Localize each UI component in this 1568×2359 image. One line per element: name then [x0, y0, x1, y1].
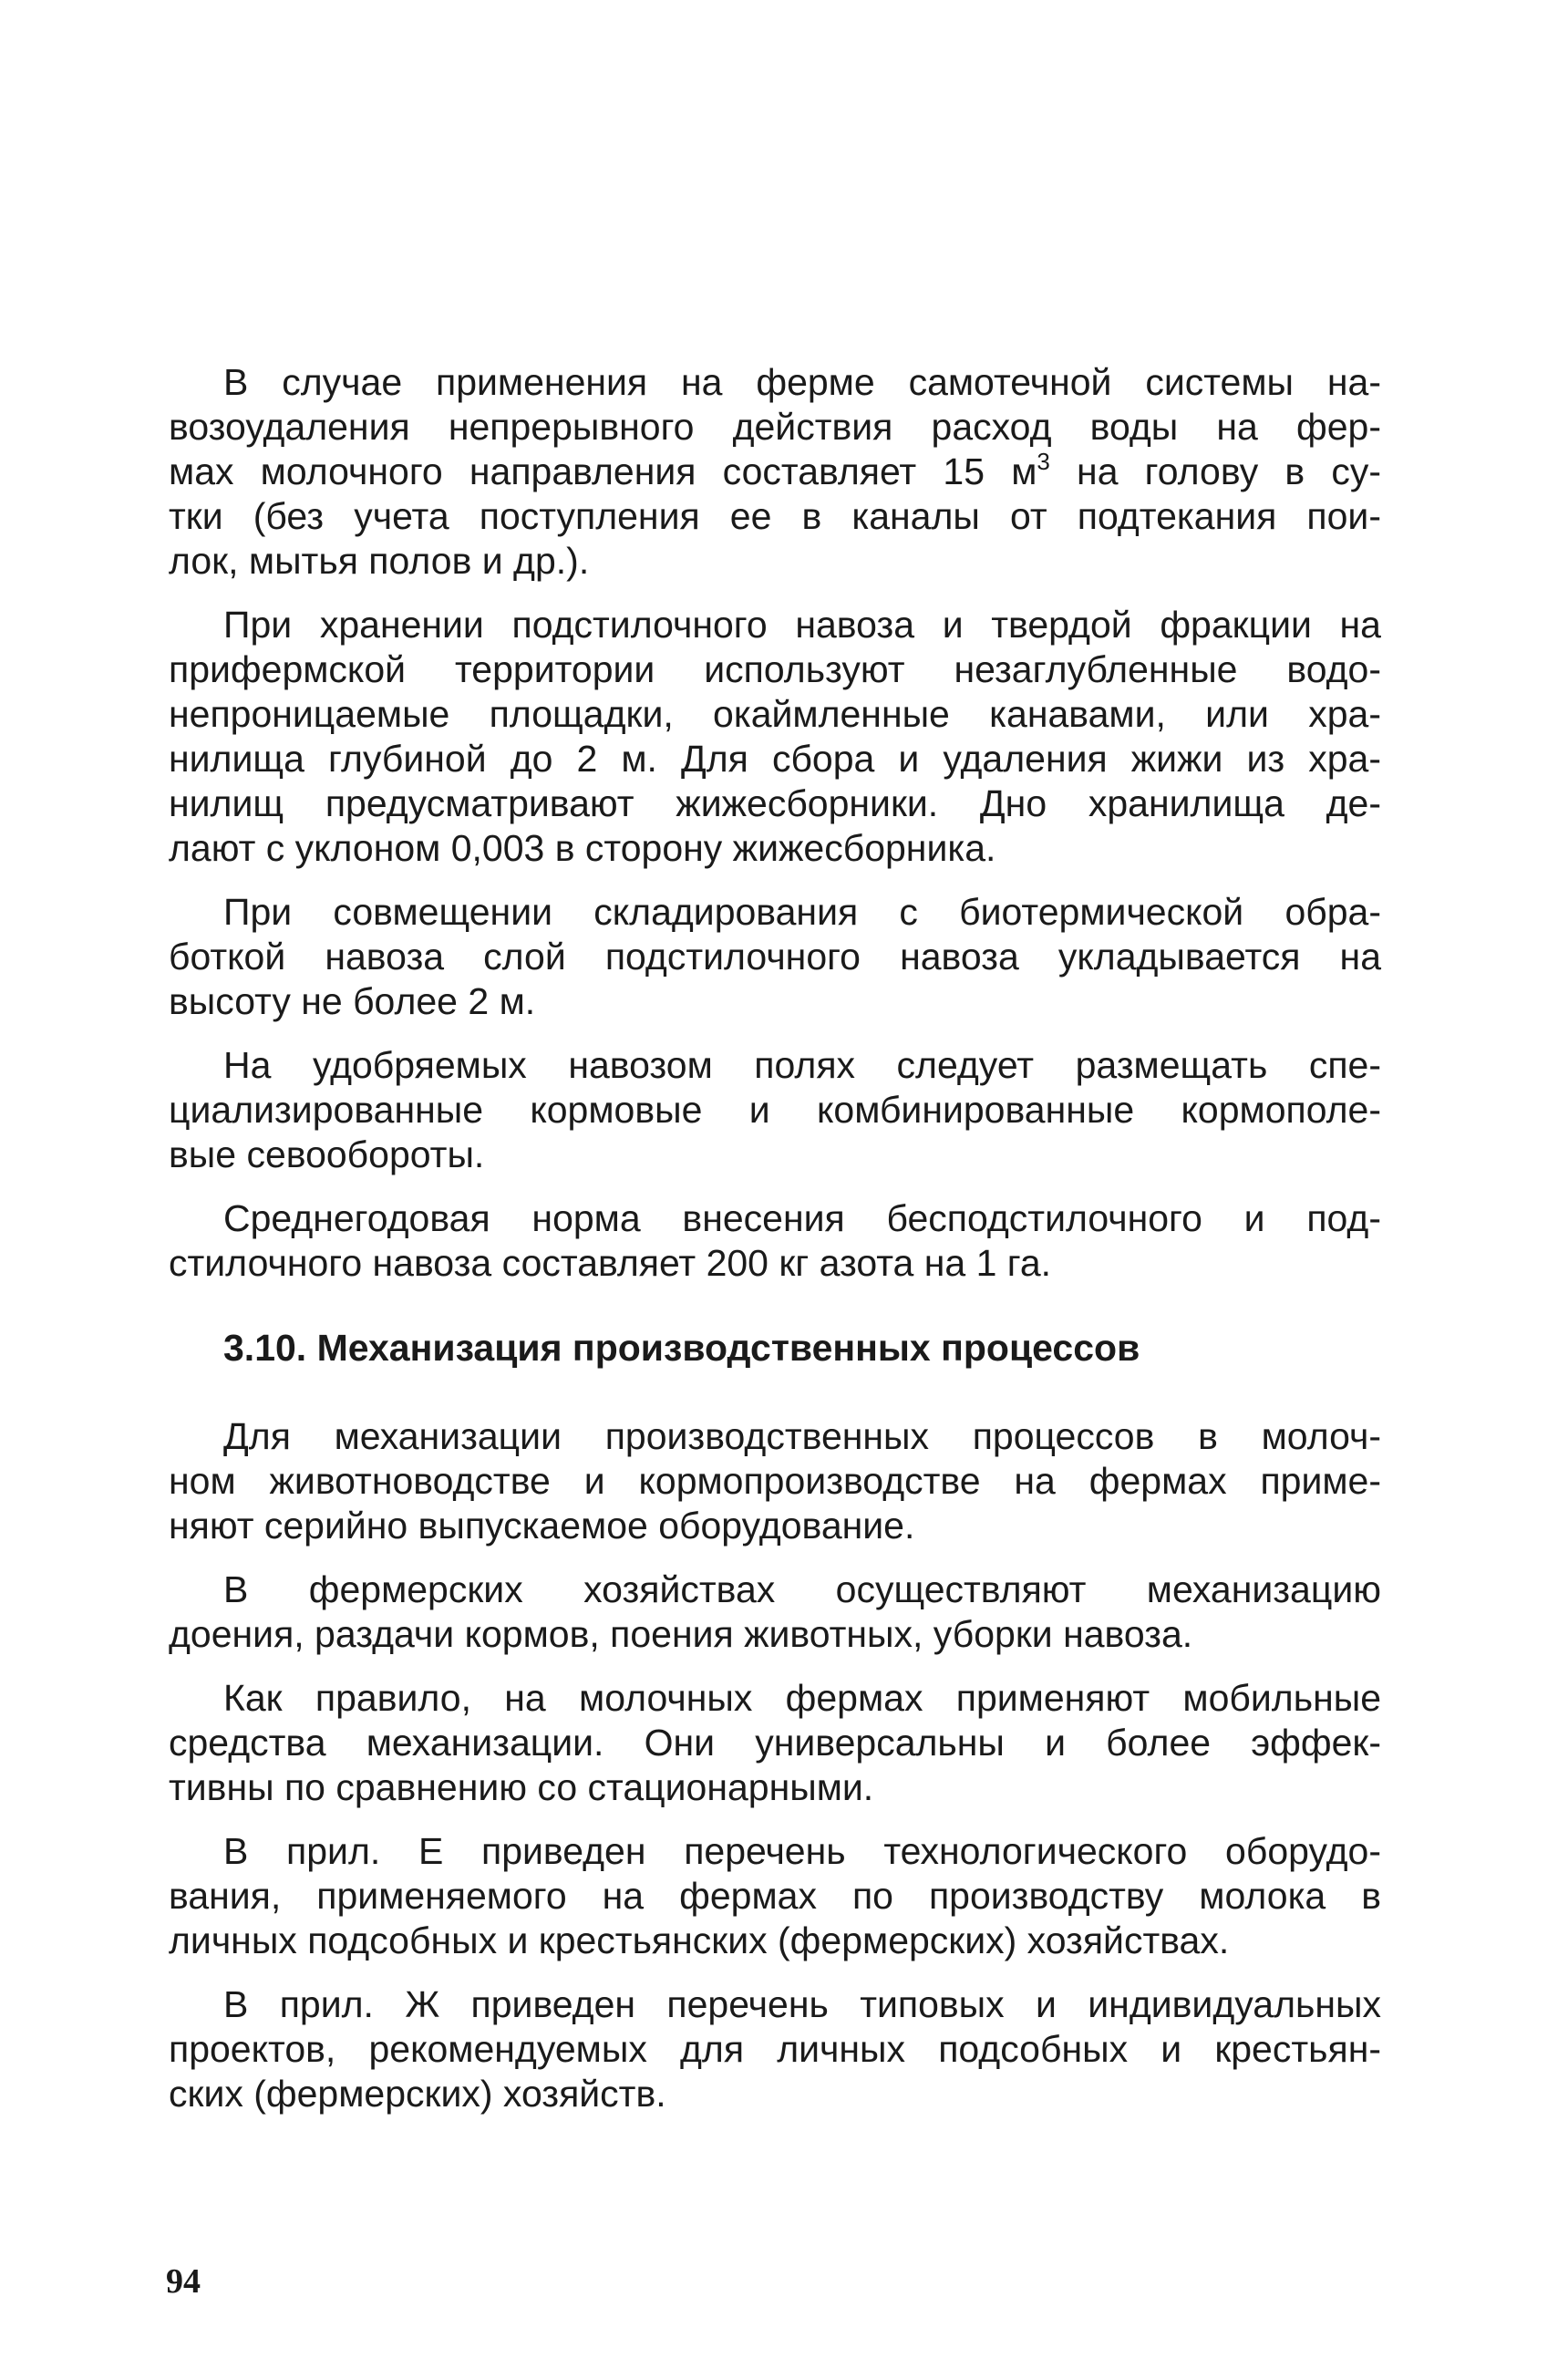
paragraph	[169, 1676, 1381, 1810]
text-line-content: няют серийно выпускаемое оборудование.	[169, 1505, 915, 1547]
text-line	[169, 826, 1381, 871]
text-line-content: ских (фермерских) хозяйств.	[169, 2073, 666, 2115]
text-line	[169, 1196, 1381, 1241]
text-line-content: непроницаемые площадки, окаймленные канавами, или хра-	[169, 693, 1381, 735]
text-line-content: тивны по сравнению со стационарными.	[169, 1766, 874, 1808]
text-line-tail: на голову в су-	[1049, 450, 1382, 492]
text-line	[169, 1765, 1381, 1810]
text-line	[169, 1133, 1381, 1177]
page-number: 94	[166, 2262, 201, 2301]
text-line	[169, 1414, 1381, 1459]
text-line	[169, 2072, 1381, 2116]
text-line	[169, 890, 1381, 935]
paragraph	[169, 1567, 1381, 1657]
text-line-content: стилочного навоза составляет 200 кг азота на 1 га.	[169, 1242, 1052, 1284]
text-line	[169, 494, 1381, 539]
text-line-content: вые севообороты.	[169, 1133, 485, 1175]
text-line	[169, 1676, 1381, 1721]
text-line	[169, 1612, 1381, 1657]
text-line-content: Среднегодовая норма внесения бесподстилочного и под-	[223, 1197, 1381, 1239]
text-line	[169, 1241, 1381, 1286]
text-line	[169, 935, 1381, 979]
paragraph	[169, 890, 1381, 1024]
section-heading: 3.10. Механизация производственных процессов	[223, 1327, 1140, 1369]
paragraph	[169, 1196, 1381, 1286]
text-line-content: При хранении подстилочного навоза и твердой фракции на	[223, 604, 1381, 646]
text-line-content: На удобряемых навозом полях следует размещать спе-	[223, 1044, 1381, 1086]
text-line-content: высоту не более 2 м.	[169, 980, 536, 1022]
paragraph	[169, 1043, 1381, 1177]
text-line-content: В случае применения на ферме самотечной системы на-	[223, 361, 1381, 403]
text-line-content: Для механизации производственных процессов в молоч-	[223, 1415, 1381, 1457]
text-line	[169, 450, 1381, 494]
text-line	[169, 647, 1381, 692]
text-line-content: При совмещении складирования с биотермической обра-	[223, 891, 1381, 933]
text-line-content: прифермской территории используют незаглубленные водо-	[169, 648, 1381, 690]
text-line-content: мах молочного направления составляет 15 м	[169, 450, 1037, 492]
text-line-content: проектов, рекомендуемых для личных подсобных и крестьян-	[169, 2028, 1381, 2070]
text-line	[169, 1459, 1381, 1504]
text-line-content: личных подсобных и крестьянских (фермерских) хозяйствах.	[169, 1919, 1230, 1961]
text-line	[169, 1567, 1381, 1612]
text-line	[169, 405, 1381, 450]
text-line-content: боткой навоза слой подстилочного навоза укладывается на	[169, 936, 1381, 978]
text-line-content: доения, раздачи кормов, поения животных, уборки навоза.	[169, 1613, 1193, 1655]
text-block-after-heading	[169, 1414, 1381, 2116]
text-line-content: тки (без учета поступления ее в каналы от подтекания пои-	[169, 495, 1381, 537]
text-line	[169, 1043, 1381, 1088]
paragraph	[169, 360, 1381, 584]
text-line	[169, 1504, 1381, 1548]
text-line-content: вания, применяемого на фермах по производству молока в	[169, 1875, 1381, 1917]
text-line-content: возоудаления непрерывного действия расход воды на фер-	[169, 406, 1381, 448]
text-line-content: нилищ предусматривают жижесборники. Дно хранилища де-	[169, 782, 1381, 824]
text-line-content: средства механизации. Они универсальны и более эффек-	[169, 1722, 1381, 1764]
text-line	[169, 1874, 1381, 1919]
text-line-content: В прил. Ж приведен перечень типовых и индивидуальных	[223, 1983, 1381, 2025]
text-line	[169, 1088, 1381, 1133]
text-line	[169, 1721, 1381, 1765]
text-block-before-heading	[169, 360, 1381, 1286]
text-line	[169, 1919, 1381, 1963]
superscript: 3	[1037, 448, 1050, 475]
text-line-content: ном животноводстве и кормопроизводстве на фермах приме-	[169, 1460, 1381, 1502]
text-line	[169, 737, 1381, 781]
text-line	[169, 1829, 1381, 1874]
text-line-content: В прил. Е приведен перечень технологического оборудо-	[223, 1830, 1381, 1872]
text-line-content: лок, мытья полов и др.).	[169, 540, 590, 582]
text-line-content: лают с уклоном 0,003 в сторону жижесборника.	[169, 827, 996, 869]
text-line	[169, 1982, 1381, 2027]
text-line	[169, 781, 1381, 826]
text-line	[169, 692, 1381, 737]
paragraph	[169, 1414, 1381, 1548]
paragraph	[169, 1829, 1381, 1963]
paragraph	[169, 603, 1381, 871]
text-line	[169, 539, 1381, 584]
text-line	[169, 360, 1381, 405]
text-line	[169, 979, 1381, 1024]
text-line	[169, 603, 1381, 647]
paragraph	[169, 1982, 1381, 2116]
text-line-content: нилища глубиной до 2 м. Для сбора и удаления жижи из хра-	[169, 738, 1381, 780]
text-line-content: В фермерских хозяйствах осуществляют механизацию	[223, 1568, 1381, 1610]
text-line	[169, 2027, 1381, 2072]
text-line-content: циализированные кормовые и комбинированные кормополе-	[169, 1089, 1381, 1131]
page-body	[169, 360, 1381, 2136]
text-line-content: Как правило, на молочных фермах применяют мобильные	[223, 1677, 1381, 1719]
